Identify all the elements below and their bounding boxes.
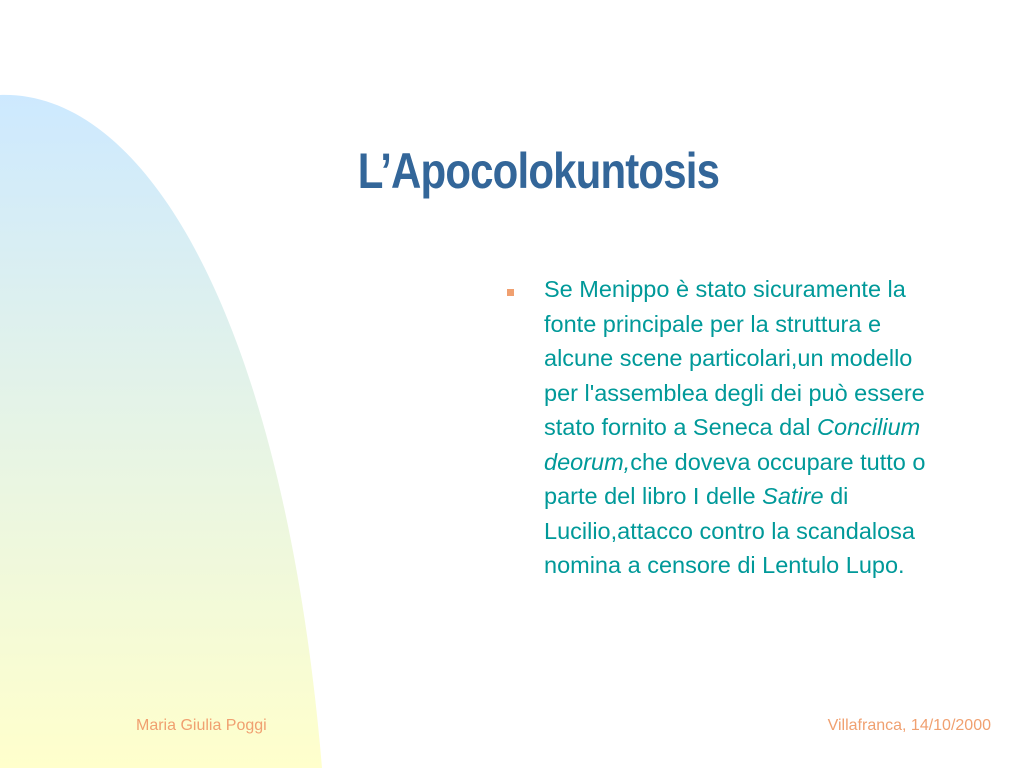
- italic-concilium-deorum: Concilium deorum,: [544, 414, 921, 475]
- bullet-text-part-3: di Lucilio,attacco contro la scandalosa nomina a censore di Lentulo Lupo.: [544, 483, 915, 578]
- bullet-list: [504, 272, 944, 583]
- bullet-item: [544, 272, 944, 583]
- bullet-marker-icon: [507, 289, 514, 296]
- footer-author: Maria Giulia Poggi: [136, 717, 267, 734]
- slide-title: L’Apocolokuntosis: [357, 143, 720, 199]
- bullet-text-part-2: che doveva occupare tutto o parte del libro I delle: [544, 448, 926, 509]
- footer-place-date: Villafranca, 14/10/2000: [827, 717, 991, 734]
- bullet-text-part-1: Se Menippo è stato sicuramente la fonte principale per la struttura e alcune scene particolari,un modello per l'assemblea degli dei può essere stato fornito a Seneca dal: [544, 276, 925, 440]
- italic-satire: Satire: [762, 483, 824, 509]
